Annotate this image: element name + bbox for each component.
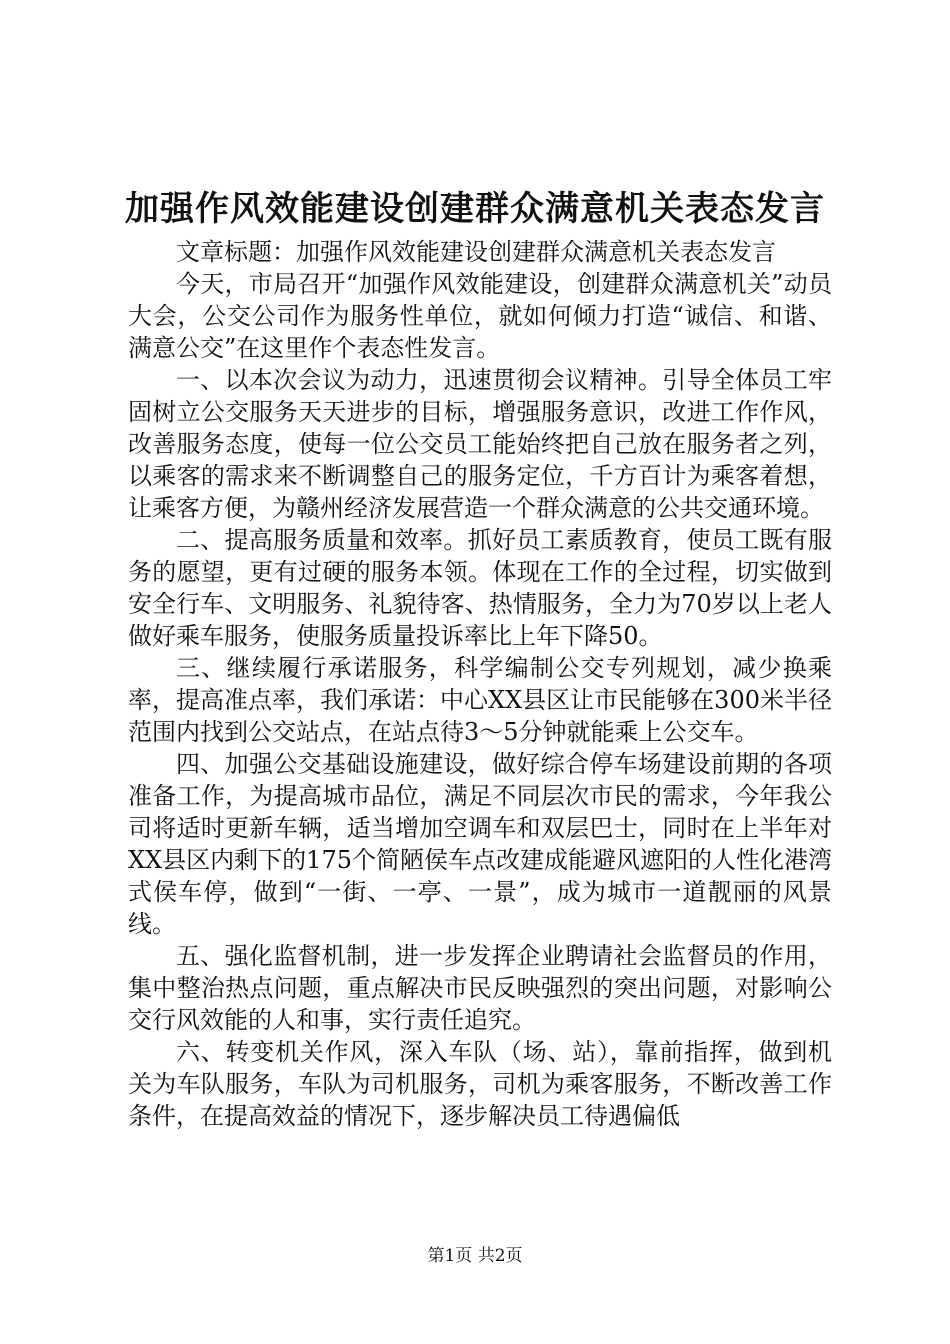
paragraph-4: 四、加强公交基础设施建设，做好综合停车场建设前期的各项准备工作，为提高城市品位，满足不同层次市民的需求，今年我公司将适时更新车辆，适当增加空调车和双层巴士，同时在上半年对XX县区内剩下的175个简陋侯车点改建成能避风遮阳的人性化港湾式侯车停，做到“一街、一亭、一景”，成为城市一道靓丽的风景线。 [128, 750, 832, 938]
paragraph-6: 六、转变机关作风，深入车队（场、站），靠前指挥，做到机关为车队服务，车队为司机服务，司机为乘客服务，不断改善工作条件，在提高效益的情况下，逐步解决员工待遇偏低 [128, 1038, 832, 1130]
document-title: 加强作风效能建设创建群众满意机关表态发言 [125, 189, 825, 229]
page-footer: 第1页 共2页 [427, 1246, 523, 1266]
article-subtitle: 文章标题：加强作风效能建设创建群众满意机关表态发言 [176, 238, 776, 266]
paragraph-2: 二、提高服务质量和效率。抓好员工素质教育，使员工既有服务的愿望，更有过硬的服务本领。体现在工作的全过程，切实做到安全行车、文明服务、礼貌待客、热情服务，全力为70岁以上老人做好乘车服务，使服务质量投诉率比上年下降50。 [128, 526, 832, 650]
paragraph-3: 三、继续履行承诺服务，科学编制公交专列规划，减少换乘率，提高准点率，我们承诺：中心XX县区让市民能够在300米半径范围内找到公交站点，在站点待3～5分钟就能乘上公交车。 [128, 654, 832, 746]
paragraph-1: 一、以本次会议为动力，迅速贯彻会议精神。引导全体员工牢固树立公交服务天天进步的目标，增强服务意识，改进工作作风，改善服务态度，使每一位公交员工能始终把自己放在服务者之列，以乘客的需求来不断调整自己的服务定位，千方百计为乘客着想，让乘客方便，为赣州经济发展营造一个群众满意的公共交通环境。 [128, 366, 832, 522]
document-body [128, 236, 832, 1132]
paragraph-intro: 今天，市局召开“加强作风效能建设，创建群众满意机关”动员大会，公交公司作为服务性单位，就如何倾力打造“诚信、和谐、满意公交”在这里作个表态性发言。 [128, 270, 832, 362]
paragraph-5: 五、强化监督机制，进一步发挥企业聘请社会监督员的作用，集中整治热点问题，重点解决市民反映强烈的突出问题，对影响公交行风效能的人和事，实行责任追究。 [128, 942, 832, 1034]
